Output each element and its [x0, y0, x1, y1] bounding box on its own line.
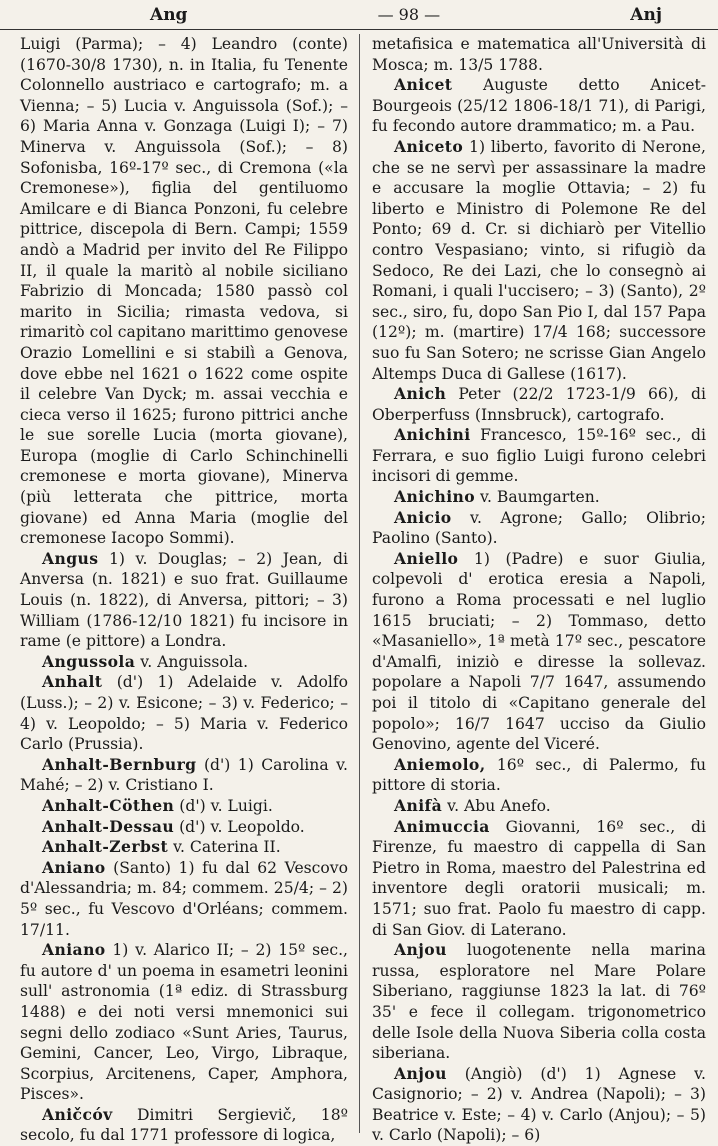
entry-headword: Anicio	[394, 507, 452, 527]
entry	[20, 34, 348, 549]
entry-text: v. Abu Anefo.	[447, 796, 551, 815]
entry-headword: Anhalt-Zerbst	[42, 837, 169, 857]
entry-headword: Aničcóv	[42, 1104, 113, 1124]
entry	[20, 672, 348, 754]
entry	[372, 1064, 706, 1146]
entry-headword: Animuccia	[394, 816, 490, 836]
entry	[372, 508, 706, 549]
entry-text: 16º sec., di Palermo, fu pittore di storia.	[372, 755, 706, 795]
entry	[372, 425, 706, 487]
entry	[20, 817, 348, 838]
entry	[20, 549, 348, 652]
entry-text: Luigi (Parma); – 4) Leandro (conte) (1670-30/8 1730), n. in Italia, fu Tenente Colonnello austriaco e cartografo; m. a Vienna; – 5) Lucia v. Anguissola (Sof.); – 6) Maria Anna v. Gonzaga (Luigi I); – 7) Minerva v. Anguissola (Sof.); – 8) Sofonisba, 16º-17º sec., di Cremona («la Cremonese»), figlia del gentiluomo Amilcare e di Bianca Ponzoni, fu celebre pittrice, discepola di Bern. Campi; 1559 andò a Madrid per invito del Re Filippo II, il quale la maritò al nobile siciliano Fabrizio di Moncada; 1580 passò col marito in Sicilia; rimasta vedova, si rimaritò col capitano marittimo genovese Orazio Lomellini e si stabilì a Genova, dove ebbe nel 1621 o 1622 come ospite il celebre Van Dyck; m. assai vecchia e cieca verso il 1625; furono pittrici anche le sue sorelle Lucia (morta giovane), Europa (moglie di Carlo Schinchinelli cremonese e morta giovane), Minerva (più letterata che pittrice, morta giovane) ed Anna Maria (moglie del cremonese Iacopo Sommi).	[20, 35, 348, 548]
entry-text: 1) v. Alarico II; – 2) 15º sec., fu autore d' un poema in esametri leonini sull' astronomia (1ª ediz. di Strassburg 1488) e dei noti versi mnemonici sui segni dello zodiaco «Sunt Aries, Taurus, Gemini, Cancer, Leo, Virgo, Libraque, Scorpius, Arcitenens, Caper, Amphora, Pisces».	[20, 941, 348, 1104]
entry-text: v. Anguissola.	[140, 652, 249, 671]
entry-text: metafisica e matematica all'Università di Mosca; m. 13/5 1788.	[372, 35, 706, 74]
entry-headword: Anhalt-Bernburg	[42, 754, 197, 774]
entry-headword: Aniello	[394, 548, 459, 568]
entry	[20, 1105, 348, 1146]
entry	[20, 755, 348, 796]
entry	[372, 755, 706, 796]
entry	[372, 817, 706, 941]
entry-headword: Aniemolo,	[394, 754, 486, 774]
page-header	[0, 0, 718, 30]
entry	[372, 384, 706, 425]
entry	[372, 75, 706, 137]
entry	[372, 137, 706, 384]
entry	[372, 34, 706, 75]
entry-headword: Anifà	[394, 795, 443, 815]
entry-text: 1) liberto, favorito di Nerone, che se ne servì per assassinare la madre e accusare la moglie Ottavia; – 2) fu liberto e Ministro di Polemone Re del Ponto; 69 d. Cr. si dichiarò per Vitellio contro Vespasiano; vinto, si rifugiò da Sedoco, Re dei Lazi, che lo consegnò ai Romani, i quali l'uccisero; – 3) (Santo), 2º sec., siro, fu, dopo San Pio I, dal 157 Papa (12º); m. (martire) 17/4 168; successore suo fu San Sotero; ne scrisse Gian Angelo Altemps Duca di Gallese (1617).	[372, 137, 706, 383]
entry	[20, 858, 348, 940]
entry	[20, 796, 348, 817]
entry-headword: Anich	[394, 384, 447, 404]
entry	[20, 940, 348, 1105]
page-number: — 98 —	[377, 5, 441, 24]
entry	[20, 837, 348, 858]
entry-headword: Anicet	[394, 75, 453, 95]
entry-text: (Santo) 1) fu dal 62 Vescovo d'Alessandria; m. 84; commem. 25/4; – 2) 5º sec., fu Vescovo d'Orléans; commem. 17/11.	[20, 858, 348, 939]
column-divider	[359, 34, 360, 1133]
header-left-word: Ang	[150, 4, 188, 25]
entry-headword: Aniano	[42, 857, 106, 877]
entry-text: (d') v. Luigi.	[179, 796, 273, 815]
header-right-word: Anj	[630, 4, 662, 25]
entry-headword: Anichini	[394, 425, 471, 445]
entry-headword: Anjou	[394, 940, 447, 960]
entry-headword: Aniano	[42, 940, 106, 960]
entry-headword: Anhalt-Cöthen	[42, 795, 175, 815]
entry-headword: Anjou	[394, 1063, 447, 1083]
entry-text: Giovanni, 16º sec., di Firenze, fu maestro di cappella di San Pietro in Roma, maestro del Palestrina ed inventore degli oratorii musicali; m. 1571; suo frat. Paolo fu maestro di capp. di San Giov. di Laterano.	[372, 817, 706, 939]
entry	[372, 549, 706, 755]
entry-text: Dimitri Sergievič, 18º secolo, fu dal 1771 professore di logica,	[20, 1105, 348, 1145]
entry	[372, 796, 706, 817]
entry-headword: Aniceto	[394, 136, 464, 156]
entry-text: Peter (22/2 1723-1/9 66), di Oberperfuss (Innsbruck), cartografo.	[372, 385, 706, 424]
right-column	[372, 34, 706, 1145]
entry-headword: Anhalt-Dessau	[42, 816, 175, 836]
entry	[20, 652, 348, 673]
entry-headword: Anhalt	[42, 672, 103, 692]
entry-text: (d') 1) Adelaide v. Adolfo (Luss.); – 2) v. Esicone; – 3) v. Federico; – 4) v. Leopoldo; – 5) Maria v. Federico Carlo (Prussia).	[20, 673, 348, 754]
entry-text: Francesco, 15º-16º sec., di Ferrara, e suo figlio Luigi furono celebri incisori di gemme.	[372, 426, 706, 486]
entry-headword: Angussola	[42, 651, 136, 671]
entry-text: luogotenente nella marina russa, esploratore nel Mare Polare Siberiano, raggiunse 1823 la lat. di 76º 35' e fece il collegam. trigonometrico delle Isole della Nuova Siberia colla costa siberiana.	[372, 941, 706, 1063]
entry-text: v. Agrone; Gallo; Olibrio; Paolino (Santo).	[372, 508, 706, 548]
entry-text: (Angiò) (d') 1) Agnese v. Casignorio; – 2) v. Andrea (Napoli); – 3) Beatrice v. Este; – 4) v. Carlo (Anjou); – 5) v. Carlo (Napoli); – 6)	[372, 1064, 706, 1145]
entry-text: (d') v. Leopoldo.	[179, 817, 305, 836]
entry-text: Auguste detto Anicet-Bourgeois (25/12 1806-18/1 71), di Parigi, fu fecondo autore drammatico; m. a Pau.	[372, 76, 706, 136]
entry	[372, 940, 706, 1064]
entry-text: 1) v. Douglas; – 2) Jean, di Anversa (n. 1821) e suo frat. Guillaume Louis (n. 1822), di Anversa, pittori; – 3) William (1786-12/10 1821) fu incisore in rame (e pittore) a Londra.	[20, 549, 348, 651]
entry-text: v. Caterina II.	[173, 838, 281, 857]
entry-text: 1) (Padre) e suor Giulia, colpevoli d' erotica eresia a Napoli, furono a Roma processati e nel luglio 1615 bruciati; – 2) Tommaso, detto «Masaniello», 1ª metà 17º sec., pescatore d'Amalfi, iniziò e diresse la sollevaz. popolare a Napoli 7/7 1647, assumendo poi il titolo di «Capitano generale del popolo»; 16/7 1647 ucciso da Giulio Genovino, agente del Viceré.	[372, 549, 706, 754]
entry-headword: Anichino	[394, 487, 476, 507]
entry	[372, 487, 706, 508]
entry-text: v. Baumgarten.	[480, 488, 600, 507]
entry-text: (d') 1) Carolina v. Mahé; – 2) v. Cristiano I.	[20, 755, 348, 795]
entry-headword: Angus	[42, 548, 99, 568]
left-column	[20, 34, 348, 1145]
